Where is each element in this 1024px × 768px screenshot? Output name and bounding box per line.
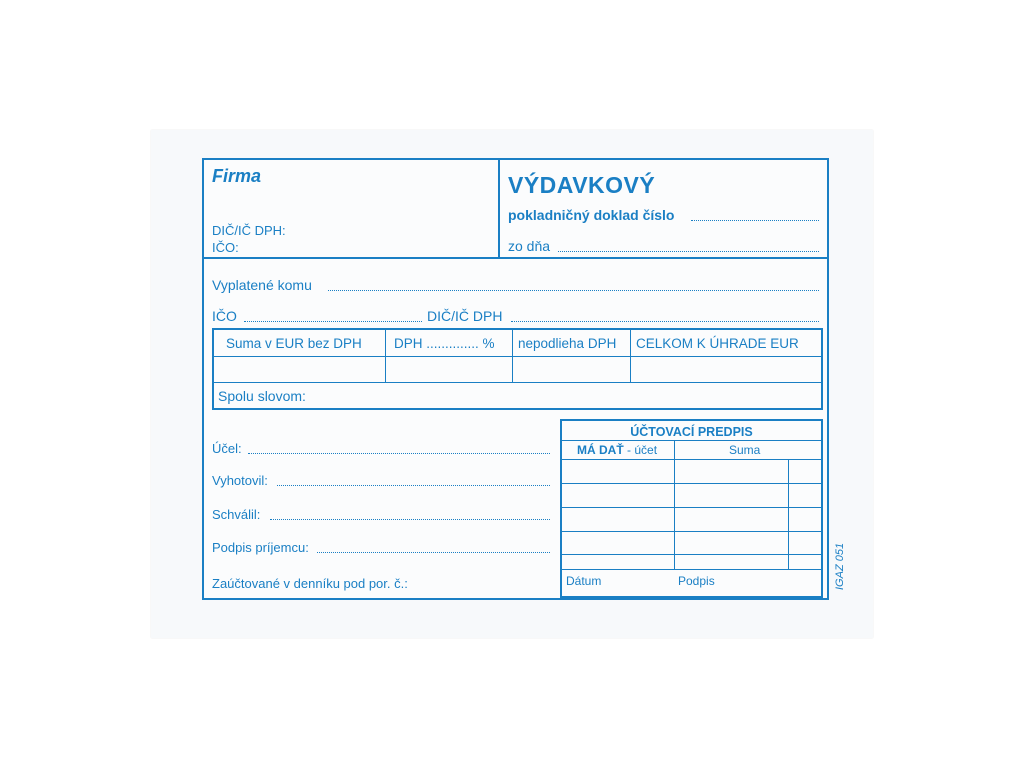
paid-to-label: Vyplatené komu [212, 277, 312, 293]
vat-id-label: DIČ/IČ DPH: [212, 223, 286, 238]
company-label: Firma [212, 166, 262, 186]
col-header-vat-exempt: nepodlieha DPH [518, 336, 617, 351]
company-id-label: IČO: [212, 240, 239, 255]
doc-number-label: pokladničný doklad číslo [508, 207, 675, 223]
acc-row-3 [562, 507, 821, 508]
approved-by-field[interactable] [270, 519, 550, 520]
cell-sum-without-vat[interactable] [214, 357, 385, 382]
sum-cents-divider [788, 459, 789, 569]
acc-row-6 [562, 569, 821, 570]
doc-number-field[interactable] [691, 220, 819, 221]
form-code: IGAZ 051 [834, 542, 846, 590]
cell-vat[interactable] [386, 357, 512, 382]
purpose-field[interactable] [248, 453, 550, 454]
accounting-title: ÚČTOVACÍ PREDPIS [630, 425, 753, 439]
accounting-signature-label: Podpis [678, 574, 715, 588]
acc-row-1 [562, 459, 821, 460]
accounting-date-label: Dátum [566, 574, 602, 588]
acc-row-5 [562, 554, 821, 555]
journal-entry-label: Zaúčtované v denníku pod por. č.: [212, 576, 408, 591]
value-row-divider [214, 382, 821, 383]
acc-row-2 [562, 483, 821, 484]
voucher-title: VÝDAVKOVÝ [508, 172, 656, 198]
date-field[interactable] [558, 251, 819, 252]
payee-ico-label: IČO [212, 308, 237, 324]
cash-expense-voucher [202, 158, 846, 600]
header-separator [204, 257, 827, 259]
payee-dic-field[interactable] [511, 321, 819, 322]
acc-row-4 [562, 531, 821, 532]
col-header-total: CELKOM K ÚHRADE EUR [636, 336, 799, 351]
cell-vat-exempt[interactable] [513, 357, 630, 382]
recipient-signature-label: Podpis príjemcu: [212, 540, 309, 555]
accounting-box [560, 419, 823, 598]
amounts-table [212, 328, 823, 410]
approved-by-label: Schválil: [212, 507, 261, 522]
col-header-vat: DPH .............. % [394, 336, 495, 351]
in-words-label: Spolu slovom: [218, 388, 306, 404]
recipient-signature-field[interactable] [317, 552, 550, 553]
issued-by-field[interactable] [277, 485, 550, 486]
cell-total[interactable] [631, 357, 821, 382]
header-divider [498, 160, 500, 257]
purpose-label: Účel: [212, 441, 242, 456]
date-label: zo dňa [508, 238, 551, 254]
debit-label: MÁ DAŤ [577, 443, 624, 457]
col-header-sum-without-vat: Suma v EUR bez DPH [226, 336, 362, 351]
paid-to-field[interactable] [328, 290, 819, 291]
issued-by-label: Vyhotovil: [212, 473, 268, 488]
payee-dic-label: DIČ/IČ DPH [427, 308, 503, 324]
accounting-title-divider [562, 440, 821, 441]
payee-ico-field[interactable] [244, 321, 422, 322]
sum-label: Suma [729, 443, 761, 457]
account-label: - účet [627, 443, 658, 457]
form-sheet [151, 130, 873, 638]
